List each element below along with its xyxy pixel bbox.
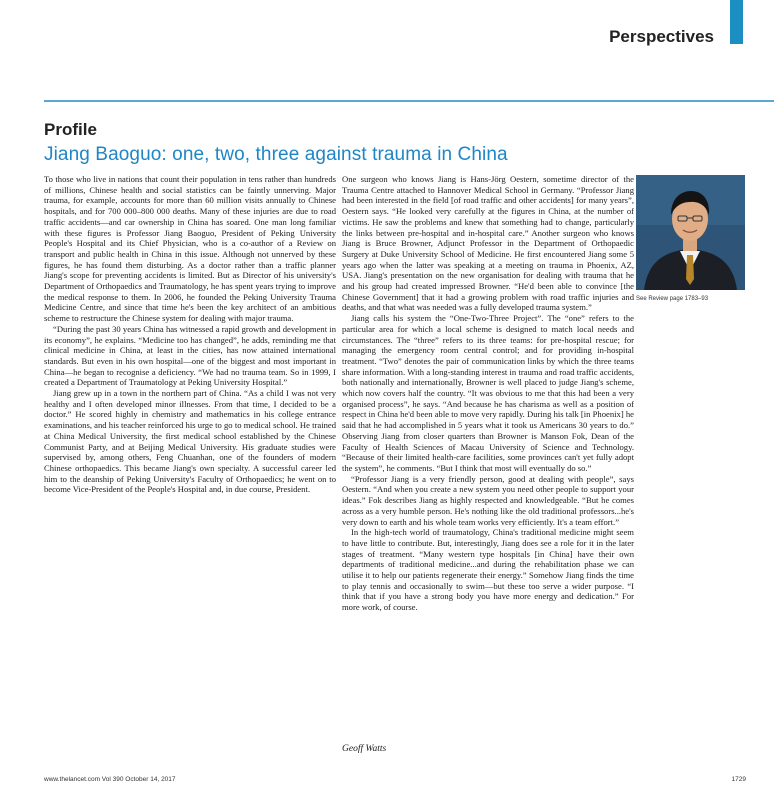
section-color-tab <box>730 0 743 44</box>
paragraph: One surgeon who knows Jiang is Hans-Jörg Oestern, sometime director of the Trauma Centre attached to Hannover Medical School in Germany. “Professor Jiang had been interested in the field [of road traffic and other accidents] for many years”, Oestern says. “He looked very carefully at the figures in China, at the number of victims. He saw the problems and knew that something had to change, particularly the links between pre-hospital and in-hospital care.” Another surgeon who knows Jiang is Bruce Browner, Adjunct Professor in the Department of Orthopaedic Surgery at Duke University School of Medicine. He first encountered Jiang some 5 years ago when the latter was speaking at a meeting on trauma in Phoenix, AZ, USA. Jiang's presentation on the new organisation for dealing with trauma that he and his group had created impressed Browner. “He'd been able to convince [the Chinese Government] that it had a growing problem with road traffic injuries and deaths, and that what was needed was a fully developed trauma system.” <box>342 174 634 313</box>
article-title: Jiang Baoguo: one, two, three against trauma in China <box>44 144 508 165</box>
cross-reference: See Review page 1783–93 <box>636 296 709 302</box>
paragraph: “Professor Jiang is a very friendly person, good at dealing with people”, says Oestern. “And when you create a new system you need other people to support your ideas.” Fok describes Jiang as highly respected and knowledgeable. “But he comes across as a very humble person. He's nothing like the old traditional professors...he's very down to earth and his whole team works very efficiently. It's a team effort.” <box>342 473 634 527</box>
footer-journal-info: www.thelancet.com Vol 390 October 14, 2017 <box>44 776 176 783</box>
paragraph: In the high-tech world of traumatology, China's traditional medicine might seem to have little to contribute. But, interestingly, Jiang does see a role for it in the later stages of treatment. “Many western type hospitals [in China] have their own departments of traditional medicine...and during the rehabilitation phase we can utilise it to help our patients regenerate their energy.” Somehow Jiang finds the time to play tennis and occasionally to swim—but these too serve a wider purpose. “I think that if you have a strong body you have more energy and dedication.” For more work, of course. <box>342 527 634 613</box>
paragraph: To those who live in nations that count their population in tens rather than hundreds of millions, Chinese health and social statistics can be faintly unnerving. Major trauma, for example, accounts for more than 60 million visits annually to Chinese hospitals, and for 700 000–800 000 deaths. Many of these injuries are due to road traffic accidents—and car ownership in China has soared. One man long familiar with these figures is Professor Jiang Baoguo, President of Peking University People's Hospital and its Chief Physician, who is a co-author of a Review on transport and public health in China in this issue. Although not unnerved by these figures, he has found them disturbing. As a doctor rather than a traffic planner Jiang's scope for preventing accidents is limited. But as Director of his university's Department of Orthopaedics and Traumatology, he has spent years trying to improve the medical response to them. In 2006, he founded the Peking University Trauma Medicine Centre, and since that time he's been the key architect of an ambitious scheme to restructure the Chinese system for dealing with major trauma. <box>44 174 336 324</box>
header-divider <box>44 100 774 102</box>
article-column-right <box>342 174 634 613</box>
article-column-left <box>44 174 336 495</box>
portrait-photo <box>636 175 745 290</box>
footer-page-number: 1729 <box>731 776 746 783</box>
portrait-illustration <box>636 175 745 290</box>
author-signature: Geoff Watts <box>342 744 387 754</box>
section-label: Perspectives <box>609 27 714 46</box>
paragraph: Jiang grew up in a town in the northern part of China. “As a child I was not very healthy and I often developed minor illnesses. From that time, I decided to be a doctor.” He scored highly in chemistry and mathematics in his college entrance examinations, and his teacher reinforced his urge to go to medical school. He trained at China Medical University, the first medical school established by the Chinese Communist Party, and at Beijing Medical University. His graduate studies were supervised by, among others, Feng Chuanhan, one of the founders of modern Chinese orthopaedics. This became Jiang's own specialty. A successful career led him to the deanship of Peking University's Faculty of Orthopaedics; he went on to become Vice-President of the People's Hospital and, in due course, President. <box>44 388 336 495</box>
article-kicker: Profile <box>44 120 97 139</box>
paragraph: “During the past 30 years China has witnessed a rapid growth and development in its economy”, he explains. “Medicine too has changed”, he adds, reminding me that clinical medicine in China, at least in the cities, has now attained international standards. But even in his own hospital—one of the biggest and most important in China—he began to recognise a deficiency. “We had no trauma team. So in 1999, I created a Department of Traumatology at Peking University Hospital.” <box>44 323 336 388</box>
paragraph: Jiang calls his system the “One-Two-Three Project”. The “one” refers to the particular area for which a local scheme is designed to match local needs and circumstances. The “three” refers to its three teams: for pre-hospital rescue; for managing the emergency room central control; and for providing in-hospital treatment. “Two” denotes the pair of communication links by which the three teams share information. With a long-standing interest in trauma and road traffic accidents, both nationally and internationally, Browner is well placed to judge Jiang's scheme, which now covers half the country. “It was obvious to me that this had been a very organised process”, he says. “And because he has charisma as well as a position of respect in China he'd been able to move very rapidly. During his talk [in Phoenix] he said that he had accomplished in 5 years what it took us Americans 30 years to do.” Observing Jiang from closer quarters than Browner is Manson Fok, Dean of the Faculty of Health Sciences of Macau University of Science and Technology. “Because of their limited health-care facilities, some provinces can't yet fully adopt the system”, he comments. “But I think that most will eventually do so.” <box>342 313 634 473</box>
